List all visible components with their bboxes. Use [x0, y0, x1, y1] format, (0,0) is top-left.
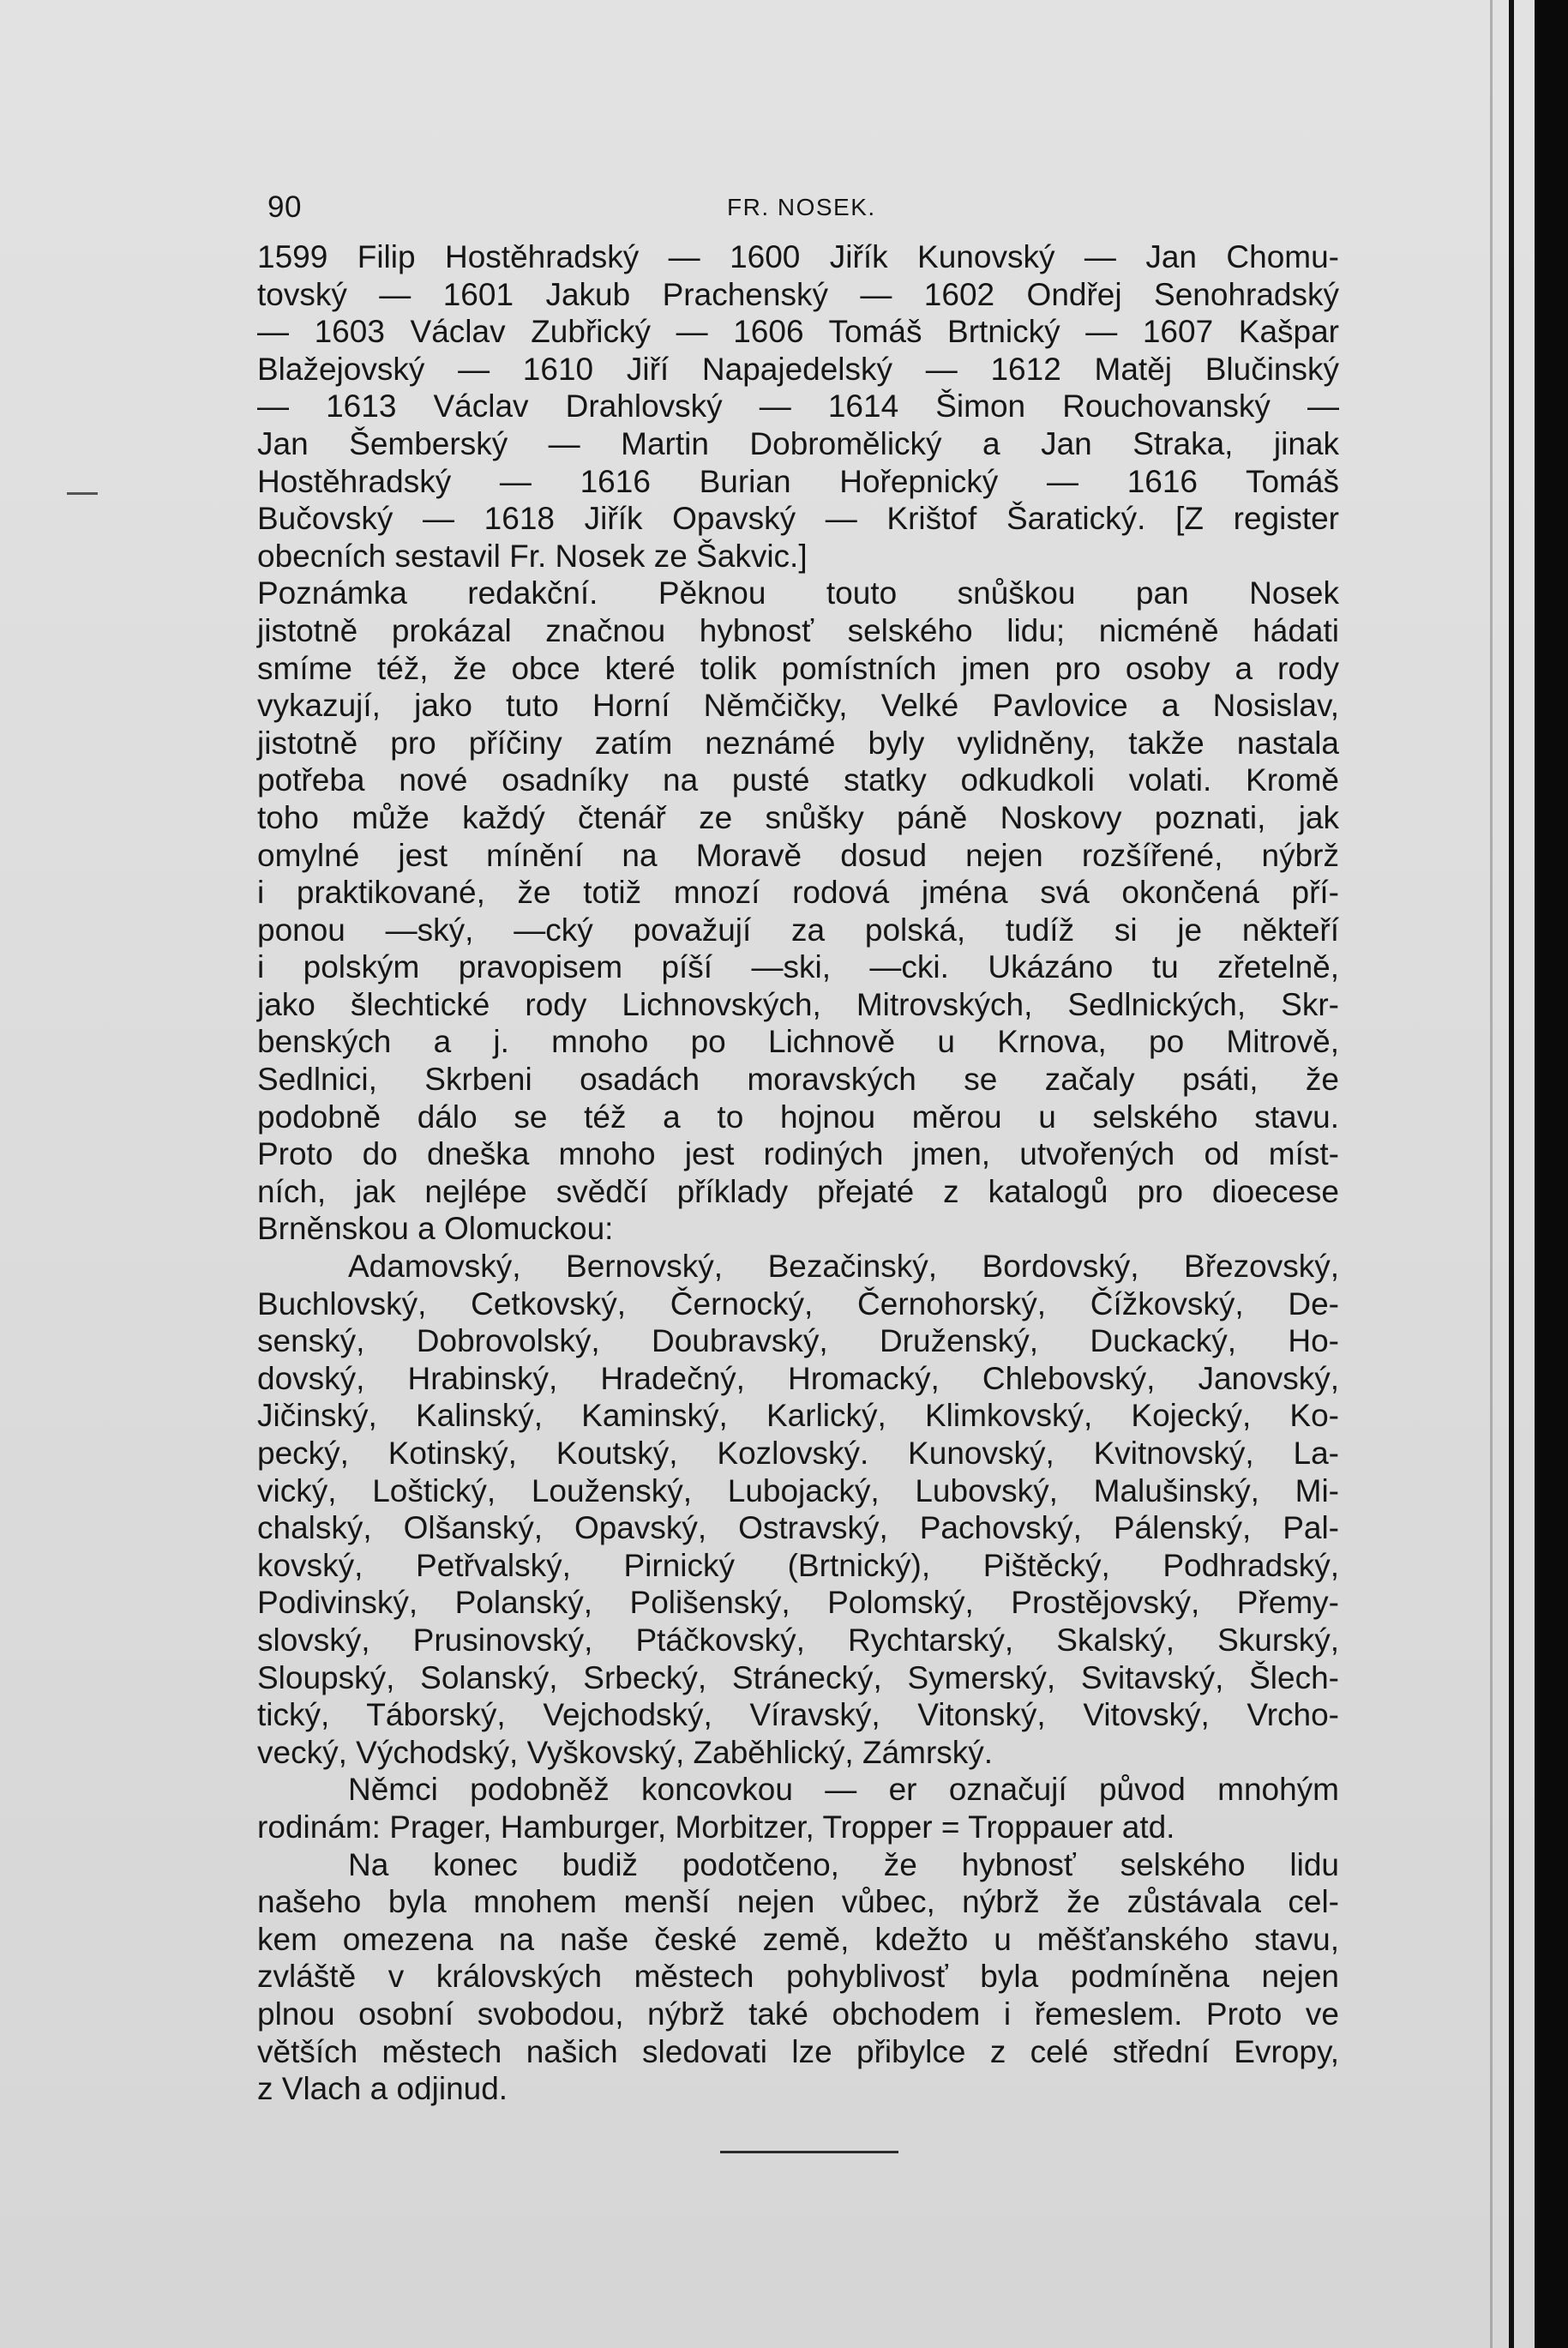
surname-list-line: slovský, Prusinovský, Ptáčkovský, Rychtarský, Skalský, Skurský,: [257, 1622, 1339, 1658]
text-line: zvláště v královských městech pohyblivosť byla podmíněna nejen: [257, 1959, 1339, 1995]
text-line: větších městech našich sledovati lze přibylce z celé střední Evropy,: [257, 2033, 1339, 2069]
text-line: jistotně prokázal značnou hybnosť selského lidu; nicméně hádati: [257, 612, 1339, 648]
surname-list-line: vický, Loštický, Louženský, Lubojacký, Lubovský, Malušinský, Mi-: [257, 1472, 1339, 1508]
text-line: i polským pravopisem píší —ski, —cki. Ukázáno tu zřetelně,: [257, 949, 1339, 985]
surname-list-line: Jičinský, Kalinský, Kaminský, Karlický, Klimkovský, Kojecký, Ko-: [257, 1398, 1339, 1434]
text-line: jako šlechtické rody Lichnovských, Mitrovských, Sedlnických, Skr-: [257, 986, 1339, 1022]
text-line: — 1603 Václav Zubřický — 1606 Tomáš Brtnický — 1607 Kašpar: [257, 314, 1339, 350]
text-line: Sedlnici, Skrbeni osadách moravských se začaly psáti, že: [257, 1062, 1339, 1098]
surname-list-line: pecký, Kotinský, Koutský, Kozlovský. Kunovský, Kvitnovský, La-: [257, 1436, 1339, 1471]
text-line: našeho byla mnohem menší nejen vůbec, nýbrž že zůstávala cel-: [257, 1884, 1339, 1920]
page-shadow: [1490, 0, 1493, 2348]
page-edge-line: [1509, 0, 1514, 2348]
surname-list-line: kovský, Petřvalský, Pirnický (Brtnický), Pištěcký, Podhradský,: [257, 1547, 1339, 1583]
text-line: Bučovský — 1618 Jiřík Opavský — Krištof Šaratický. [Z register: [257, 501, 1339, 537]
text-line: Na konec budiž podotčeno, že hybnosť selského lidu: [348, 1846, 1339, 1882]
section-divider: [720, 2151, 898, 2153]
text-line: omylné jest mínění na Moravě dosud nejen rozšířené, nýbrž: [257, 837, 1339, 873]
text-line: plnou osobní svobodou, nýbrž také obchodem i řemeslem. Proto ve: [257, 1996, 1339, 2032]
text-line: Brněnskou a Olomuckou:: [257, 1211, 614, 1247]
text-line: ponou —ský, —cký považují za polská, tudíž si je někteří: [257, 912, 1339, 948]
text-line: jistotně pro příčiny zatím neznámé byly vylidněny, takže nastala: [257, 725, 1339, 761]
text-line: i praktikované, že totiž mnozí rodová jména svá okončená pří-: [257, 875, 1339, 911]
text-line: — 1613 Václav Drahlovský — 1614 Šimon Rouchovanský —: [257, 388, 1339, 424]
text-line: Hostěhradský — 1616 Burian Hořepnický — 1616 Tomáš: [257, 463, 1339, 499]
editorial-note-heading: Poznámka redakční. Pěknou touto snůškou pan Nosek: [257, 575, 1339, 611]
text-line: Blažejovský — 1610 Jiří Napajedelský — 1612 Matěj Blučinský: [257, 351, 1339, 387]
text-line: Proto do dneška mnoho jest rodiných jmen, utvořených od míst-: [257, 1136, 1339, 1172]
text-line: smíme též, že obce které tolik pomístních jmen pro osoby a rody: [257, 650, 1339, 686]
scan-border: [1535, 0, 1568, 2348]
surname-list-line: chalský, Olšanský, Opavský, Ostravský, Pachovský, Pálenský, Pal-: [257, 1510, 1339, 1546]
text-line: Jan Šemberský — Martin Dobromělický a Jan Straka, jinak: [257, 425, 1339, 461]
surname-list-line: Buchlovský, Cetkovský, Černocký, Černohorský, Čížkovský, De-: [257, 1285, 1339, 1322]
surname-list-line: Podivinský, Polanský, Polišenský, Polomský, Prostějovský, Přemy-: [257, 1585, 1339, 1621]
text-line: podobně dálo se též a to hojnou měrou u selského stavu.: [257, 1099, 1339, 1135]
surname-list-line: Sloupský, Solanský, Srbecký, Stránecký, Symerský, Svitavský, Šlech-: [257, 1659, 1339, 1695]
text-line: ních, jak nejlépe svědčí příklady přejaté z katalogů pro dioecese: [257, 1173, 1339, 1209]
page-number: 90: [267, 190, 302, 224]
text-line: kem omezena na naše české země, kdežto u měšťanského stavu,: [257, 1921, 1339, 1957]
text-line: Němci podobněž koncovkou — er označují původ mnohým: [348, 1772, 1339, 1808]
surname-list-line: Adamovský, Bernovský, Bezačinský, Bordovský, Březovský,: [348, 1249, 1339, 1285]
text-line: potřeba nové osadníky na pusté statky odkudkoli volati. Kromě: [257, 762, 1339, 798]
text-line: obecních sestavil Fr. Nosek ze Šakvic.]: [257, 538, 808, 574]
surname-list-line: senský, Dobrovolský, Doubravský, Druženský, Duckacký, Ho-: [257, 1323, 1339, 1359]
text-line: tovský — 1601 Jakub Prachenský — 1602 Ondřej Senohradský: [257, 276, 1339, 312]
text-line: benských a j. mnoho po Lichnově u Krnova, po Mitrově,: [257, 1024, 1339, 1060]
body-text: [257, 238, 1339, 2108]
text-line: toho může každý čtenář ze snůšky páně Noskovy poznati, jak: [257, 799, 1339, 835]
surname-list-line: dovský, Hrabinský, Hradečný, Hromacký, Chlebovský, Janovský,: [257, 1360, 1339, 1396]
text-line: vykazují, jako tuto Horní Němčičky, Velké Pavlovice a Nosislav,: [257, 688, 1339, 724]
text-line: 1599 Filip Hostěhradský — 1600 Jiřík Kunovský — Jan Chomu-: [257, 239, 1339, 274]
running-head: FR. NOSEK.: [727, 194, 876, 220]
text-line: z Vlach a odjinud.: [257, 2071, 508, 2107]
surname-list-line: tický, Táborský, Vejchodský, Víravský, Vitonský, Vitovský, Vrcho-: [257, 1697, 1339, 1733]
surname-list-line: vecký, Východský, Vyškovský, Zaběhlický, Zámrský.: [257, 1734, 994, 1770]
text-line: rodinám: Prager, Hamburger, Morbitzer, Tropper = Troppauer atd.: [257, 1809, 1175, 1845]
margin-mark: [67, 492, 98, 495]
